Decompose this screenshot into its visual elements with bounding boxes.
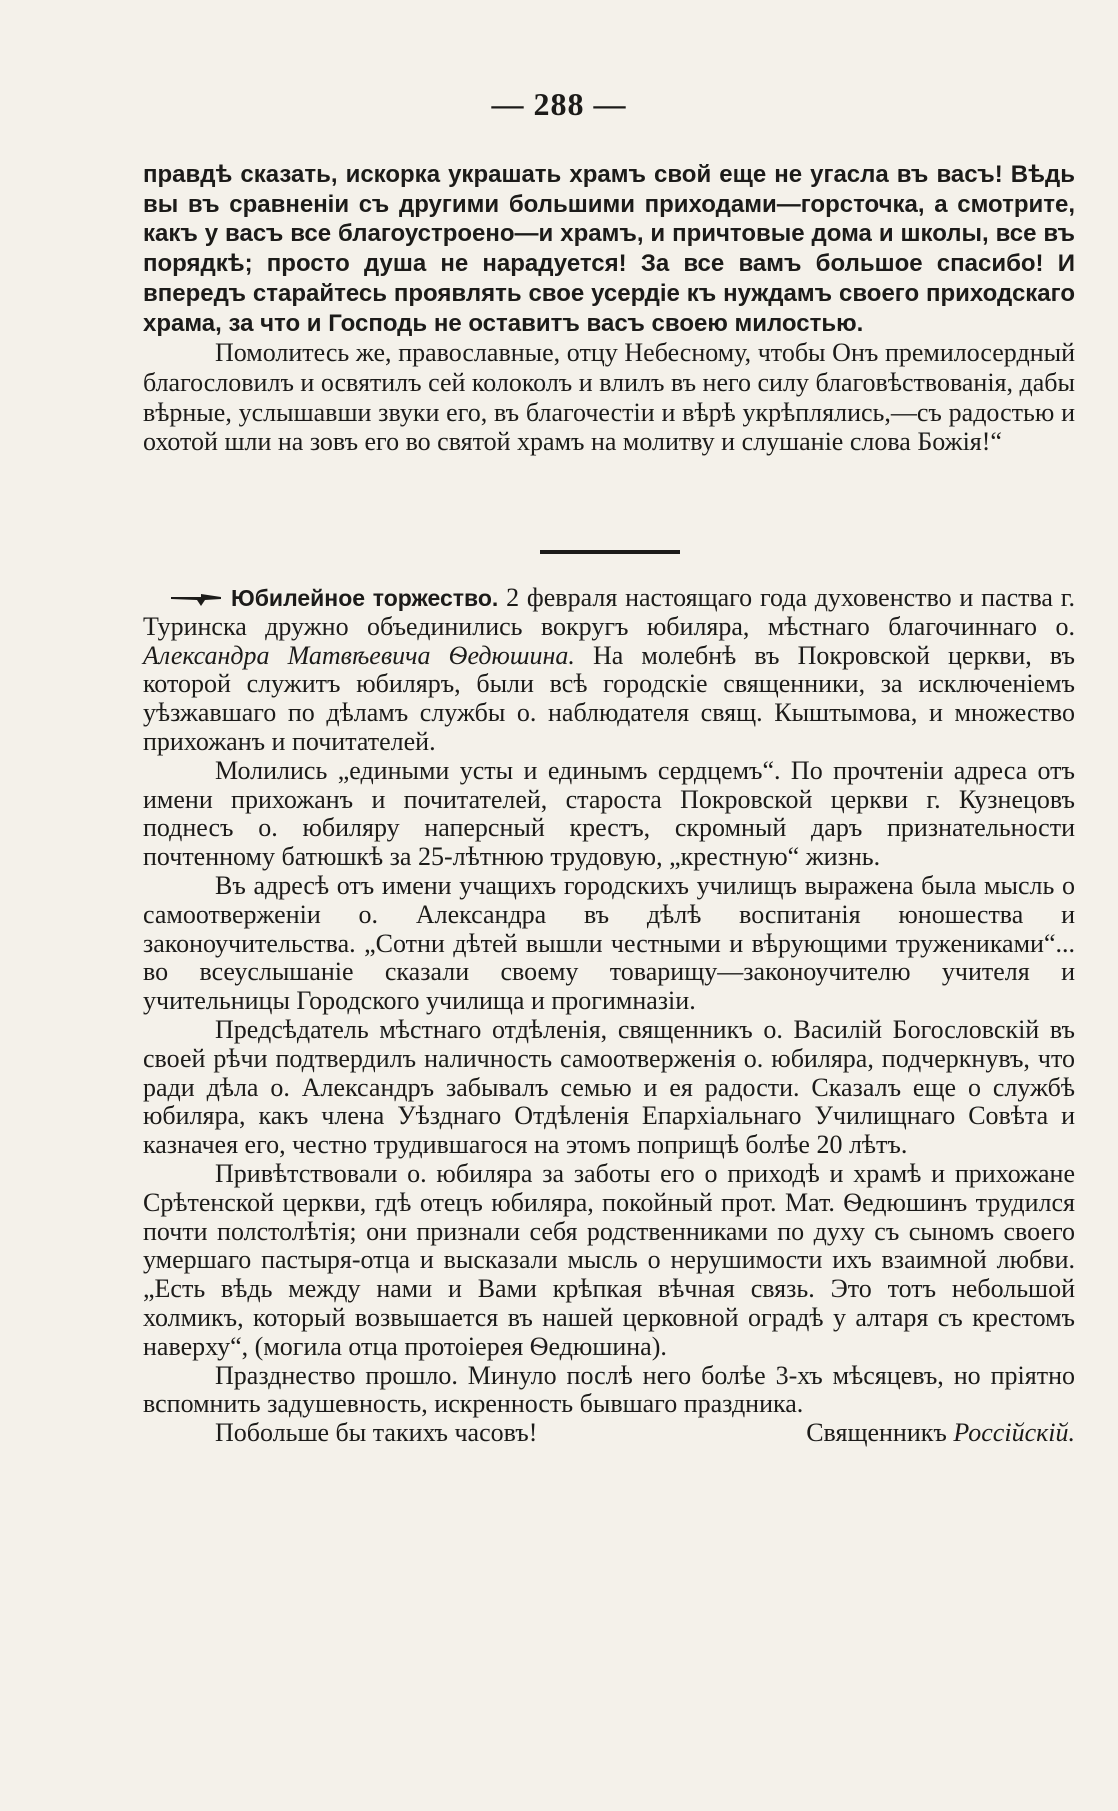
paragraph: правдѣ сказать, искорка украшать храмъ свой еще не угасла въ васъ! Вѣдь вы въ сравненiи съ другими большими приходами—горсточка, а смотрите, какъ у васъ все благоустроено—и храмъ, и причтовые дома и школы, все въ порядкѣ; просто душа не нарадуется! За все вамъ большое спасибо! И впередъ старайтесь проявлять свое усердiе къ нуждамъ своего приходскаго храма, за что и Господь не оставитъ васъ своею милостью. — [143, 161, 1075, 337]
paragraph: Празднество прошло. Минуло послѣ него болѣе 3-хъ мѣсяцевъ, но прiятно вспомнить задушевность, искренность бывшаго праздника. — [143, 1360, 1075, 1419]
closing-line — [143, 1419, 1075, 1448]
signature-name: Россiйскiй. — [953, 1418, 1075, 1448]
pointing-hand-icon — [171, 593, 221, 607]
paragraph: Въ адресѣ отъ имени учащихъ городскихъ училищъ выражена была мысль о самоотверженiи о. Александра въ дѣлѣ воспитанiя юношества и законоучительства. „Сотни дѣтей вышли честными и вѣрующими тружениками“... во всеуслышанiе сказали своему товарищу—законоучителю учителя и учительницы Городского училища и прогимназiи. — [143, 870, 1075, 1016]
paragraph — [143, 584, 1075, 757]
paragraph: Помолитесь же, православные, отцу Небесному, чтобы Онъ премилосердный благословилъ и освятилъ сей колоколъ и влилъ въ него силу благовѣствованiя, дабы вѣрные, услышавши звуки его, въ благочестiи и вѣрѣ укрѣплялись,—съ радостью и охотой шли на зовъ его во святой храмъ на молитву и слушанiе слова Божiя!“ — [143, 338, 1075, 457]
signature — [806, 1419, 1075, 1448]
lead-text-continued: На молебнѣ въ Покровской церкви, въ которой служитъ юбиляръ, были всѣ городскiе священники, за исключенiемъ уѣзжавшаго по дѣламъ службы о. наблюдателя свящ. Кыштымова, и множество прихожанъ и почитателей. — [143, 640, 1075, 756]
section-divider — [540, 550, 680, 554]
signature-prefix: Священникъ — [806, 1418, 954, 1448]
section-jubilee-article — [143, 584, 1075, 1448]
honoree-name: Александра Матвѣевича Ѳедюшина. — [143, 640, 575, 670]
article-heading: Юбилейное торжество. — [231, 585, 499, 611]
page-number: — 288 — — [491, 86, 627, 122]
paragraph: Предсѣдатель мѣстнаго отдѣленiя, священникъ о. Василiй Богословскiй въ своей рѣчи подтвердилъ наличность самоотверженiя о. юбиляра, подчеркнувъ, что ради дѣла о. Александръ забывалъ семью и ея радости. Сказалъ еще о службѣ юбиляра, какъ члена Уѣзднаго Отдѣленiя Епархiальнаго Училищнаго Совѣта и казначея его, честно трудившагося на этомъ поприщѣ болѣе 20 лѣтъ. — [143, 1014, 1075, 1160]
paragraph: Привѣтствовали о. юбиляра за заботы его о приходѣ и храмѣ и прихожане Срѣтенской церкви, гдѣ отецъ юбиляра, покойный прот. Мат. Ѳедюшинъ трудился почти полстолѣтiя; они признали себя родственниками по духу съ сыномъ своего умершаго пастыря-отца и высказали мысль о нерушимости ихъ взаимной любви. „Есть вѣдь между нами и Вами крѣпкая вѣчная связь. Это тотъ небольшой холмикъ, который возвышается въ нашей церковной оградѣ у алтаря съ крестомъ наверху“, (могила отца протоiерея Ѳедюшина). — [143, 1158, 1075, 1361]
paragraph: Молились „едиными усты и единымъ сердцемъ“. По прочтенiи адреса отъ имени прихожанъ и почитателей, староста Покровской церкви г. Кузнецовъ поднесъ о. юбиляру наперсный крестъ, скромный даръ признательности почтенному батюшкѣ за 25-лѣтнюю трудовую, „крестную“ жизнь. — [143, 755, 1075, 872]
closing-phrase: Побольше бы такихъ часовъ! — [215, 1418, 538, 1448]
section-bell-sermon-end — [143, 160, 1075, 457]
lead-text: 2 февраля настоящаго года духовенство и паства г. Туринска дружно объединились вокругъ юбиляра, мѣстнаго благочиннаго о. — [143, 583, 1075, 641]
